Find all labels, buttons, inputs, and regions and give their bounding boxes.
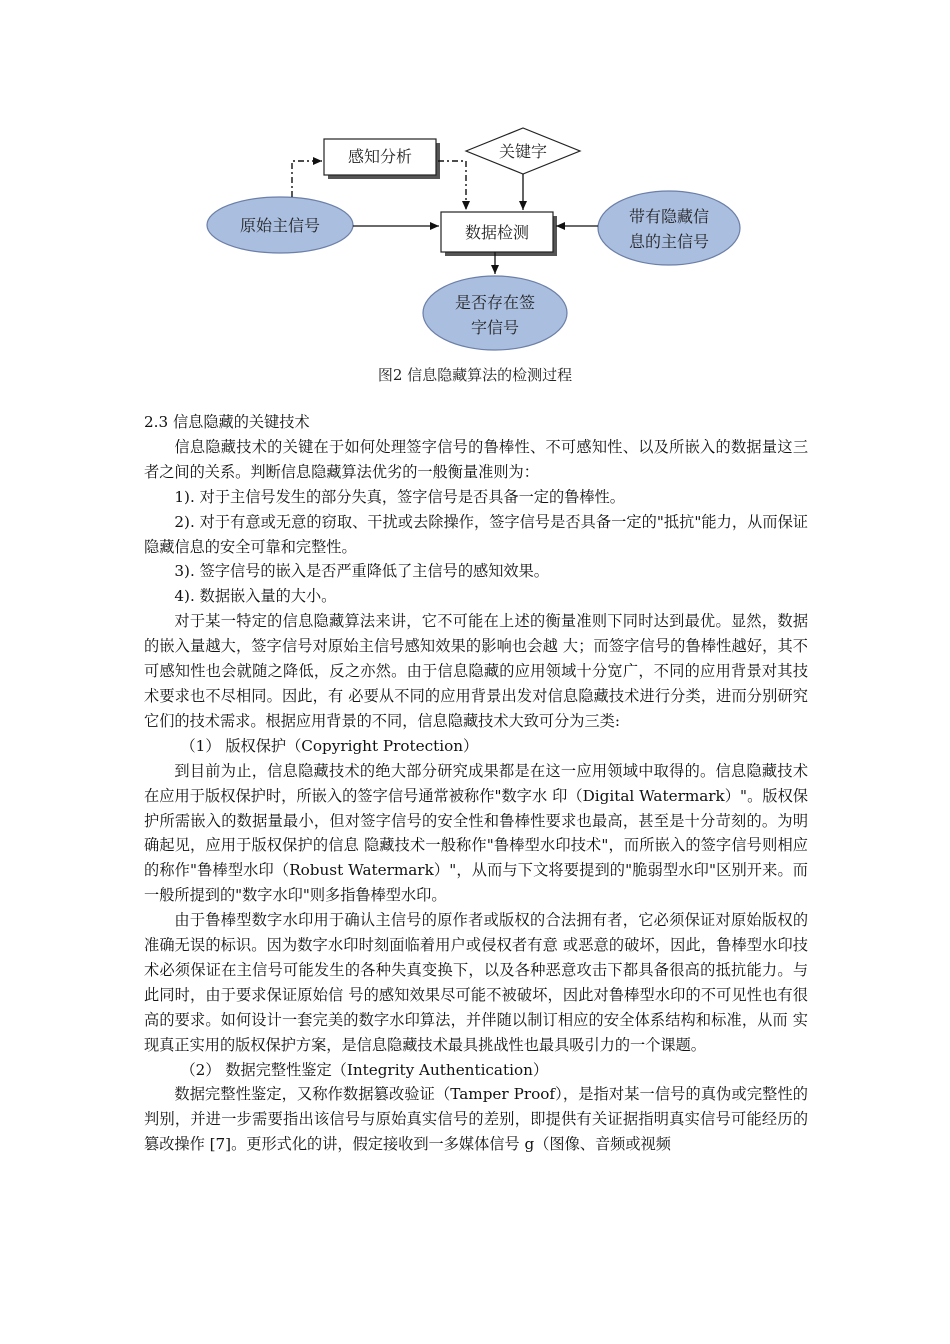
detection-flow-diagram [0,0,950,400]
detection-label: 数据检测 [464,223,530,242]
subheading-integrity: （2） 数据完整性鉴定（Integrity Authentication） [180,1060,549,1079]
dashed-arrow-perception-to-detection [438,161,466,210]
section-heading: 2.3 信息隐藏的关键技术 [144,413,310,431]
integrity-paragraph: 数据完整性鉴定，又称作数据篡改验证（Tamper Proof），是指对某一信号的真伪或完整性的判别，并进一步需要指出该信号与原始真实信号的差别，即提供有关证据指明真实信号可能经历的篡改操作 [7]。更形式化的讲，假定接收到一多媒体信号 g（图像、音频或视频 [144,1085,808,1154]
dashed-arrow-original-to-perception [292,161,322,197]
criterion-2: 2). 对于有意或无意的窃取、干扰或去除操作，签字信号是否具备一定的"抵抗"能力，从而保证隐藏信息的安全可靠和完整性。 [144,512,808,556]
copyright-paragraph-1: 到目前为止，信息隐藏技术的绝大部分研究成果都是在这一应用领域中取得的。信息隐藏技术在应用于版权保护时，所嵌入的签字信号通常被称作"数字水 印（Digital Watermark）"。版权保护所需嵌入的数据量最小，但对签字信号的安全性和鲁棒性要求也最高，甚至是十分苛刻的。为明确起见，应用于版权保护的信息 隐藏技术一般称作"鲁棒型水印技术"，而所嵌入的签字信号则相应的称作"鲁棒型水印（Robust Watermark）"，从而与下文将要提到的"脆弱型水印"区别开来。而一般所提到的"数字水印"则多指鲁棒型水印。 [144,761,808,905]
perception-label: 感知分析 [347,147,413,166]
tradeoff-paragraph: 对于某一特定的信息隐藏算法来讲，它不可能在上述的衡量准则下同时达到最优。显然，数据的嵌入量越大，签字信号对原始主信号感知效果的影响也会越 大；而签字信号的鲁棒性越好，其不可感知性也会就随之降低，反之亦然。由于信息隐藏的应用领域十分宽广，不同的应用背景对其技术要求也不尽相同。因此，有 必要从不同的应用背景出发对信息隐藏技术进行分类，进而分别研究它们的技术需求。根据应用背景的不同，信息隐藏技术大致可分为三类: [144,612,808,730]
result-label-line2: 字信号 [470,318,520,337]
body-text [144,410,808,1157]
criterion-3: 3). 签字信号的嵌入是否严重降低了主信号的感知效果。 [174,562,549,581]
original-signal-label: 原始主信号 [239,216,321,235]
hidden-signal-label-line1: 带有隐藏信 [628,207,710,226]
hidden-signal-label-line2: 息的主信号 [628,232,710,251]
hidden-signal-ellipse [598,191,740,265]
criterion-4: 4). 数据嵌入量的大小。 [174,587,337,606]
figure-caption: 图2 信息隐藏算法的检测过程 [377,366,573,384]
keyword-label: 关键字 [498,142,548,161]
copyright-paragraph-2: 由于鲁棒型数字水印用于确认主信号的原作者或版权的合法拥有者，它必须保证对原始版权的准确无误的标识。因为数字水印时刻面临着用户或侵权者有意 或恶意的破坏，因此，鲁棒型水印技术必须保证在主信号可能发生的各种失真变换下，以及各种恶意攻击下都具备很高的抵抗能力。与此同时，由于要求保证原始信 号的感知效果尽可能不被破坏，因此对鲁棒型水印的不可见性也有很高的要求。如何设计一套完美的数字水印算法，并伴随以制订相应的安全体系结构和标准，从而 实现真正实用的版权保护方案，是信息隐藏技术最具挑战性也最具吸引力的一个课题。 [144,911,808,1054]
result-label-line1: 是否存在签 [454,293,536,312]
result-ellipse [423,276,567,350]
subheading-copyright: （1） 版权保护（Copyright Protection） [180,736,479,755]
intro-paragraph: 信息隐藏技术的关键在于如何处理签字信号的鲁棒性、不可感知性、以及所嵌入的数据量这三者之间的关系。判断信息隐藏算法优劣的一般衡量准则为： [144,437,808,481]
criterion-1: 1). 对于主信号发生的部分失真，签字信号是否具备一定的鲁棒性。 [174,487,625,506]
